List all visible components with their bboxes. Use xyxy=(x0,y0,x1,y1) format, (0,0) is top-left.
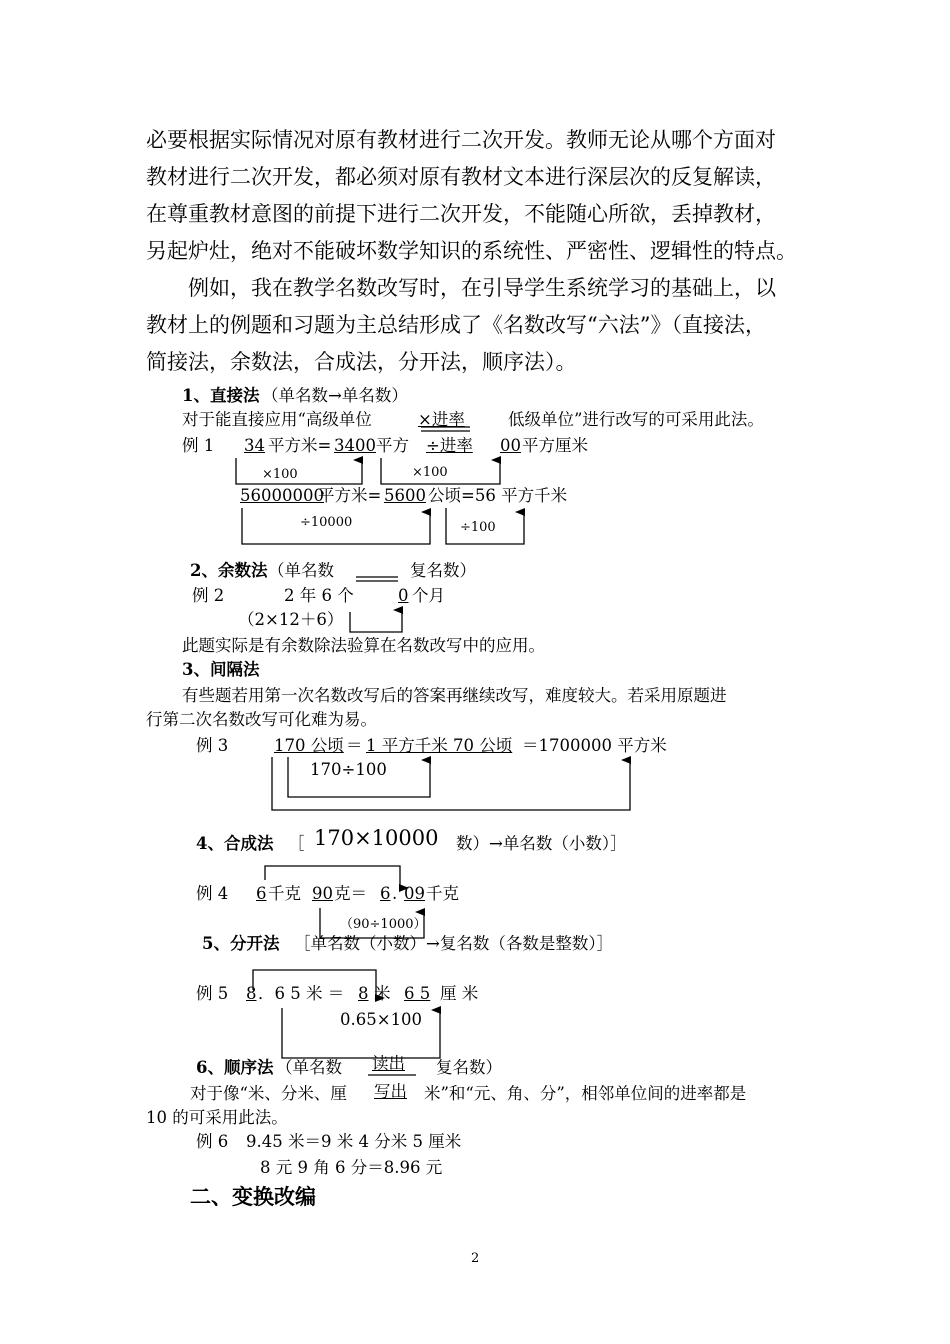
value: 00 xyxy=(500,436,521,455)
value: 6 5 xyxy=(404,984,431,1003)
calc-label: 170×10000 xyxy=(314,826,439,850)
value: 56000000 xyxy=(240,486,324,505)
unit-text: 平方 xyxy=(376,436,409,455)
section-note: （单名数→单名数） xyxy=(262,386,408,405)
calc-label: 0.65×100 xyxy=(340,1010,423,1029)
example-label: 例 5 xyxy=(196,984,229,1003)
section-title: 3、间隔法 xyxy=(182,660,260,679)
section-title: 2、余数法 xyxy=(190,561,268,580)
value: 8 xyxy=(358,984,369,1003)
section-desc: 有些题若用第一次名数改写后的答案再继续改写，难度较大。若采用原题进 xyxy=(182,686,727,705)
calc-label: ÷10000 xyxy=(300,515,353,530)
example-label: 例 4 xyxy=(196,884,229,903)
section-desc: 行第二次名数改写可化难为易。 xyxy=(146,710,377,729)
paragraph-line: 例如，我在教学名数改写时，在引导学生系统学习的基础上，以 xyxy=(188,276,776,300)
section-title: 4、合成法 xyxy=(196,834,274,853)
section-desc: 10 的可采用此法。 xyxy=(146,1108,288,1127)
unit-text: ＝ xyxy=(346,736,363,755)
section-note: 复名数） xyxy=(436,1058,502,1077)
write-label: 写出 xyxy=(374,1082,407,1101)
paragraph-line: 必要根据实际情况对原有教材进行二次开发。教师无论从哪个方面对 xyxy=(146,128,776,152)
read-label: 读出 xyxy=(372,1054,405,1073)
paragraph-line: 在尊重教材意图的前提下进行二次开发，不能随心所欲，丢掉教材， xyxy=(146,202,776,226)
unit-text: 个月 xyxy=(412,586,445,605)
unit-text: ＝1700000 平方米 xyxy=(522,736,667,755)
unit-text: 千克 xyxy=(426,884,459,903)
value: 6 xyxy=(256,884,267,903)
page-number: 2 xyxy=(471,1251,480,1266)
section-note: 复名数） xyxy=(410,561,476,580)
example-label: 例 1 xyxy=(182,436,215,455)
remark: 此题实际是有余数除法验算在名数改写中的应用。 xyxy=(182,636,545,655)
unit-text: ．6 5 米 ＝ xyxy=(258,984,345,1003)
example-label: 例 6 xyxy=(196,1132,229,1151)
calc-label: ×100 xyxy=(262,467,298,482)
multiply-rate-label: ×进率 xyxy=(418,410,465,429)
unit-text: 克＝ xyxy=(334,884,367,903)
paragraph-line: 教材进行二次开发，都必须对原有教材文本进行深层次的反复解读， xyxy=(146,165,776,189)
section-desc: 米”和“元、角、分”，相邻单位间的进率都是 xyxy=(424,1084,747,1103)
unit-text: 千克 xyxy=(268,884,301,903)
section-desc: 对于像“米、分米、厘 xyxy=(190,1084,347,1103)
decimal-point: . xyxy=(392,884,398,903)
section-title: 1、直接法 xyxy=(182,386,260,405)
section-desc: 对于能直接应用“高级单位 xyxy=(182,410,372,429)
example-text: 9.45 米＝9 米 4 分米 5 厘米 xyxy=(246,1132,462,1151)
calc-label: （2×12＋6） xyxy=(238,610,344,629)
unit-text: 平方米= xyxy=(268,436,332,455)
calc-label: （90÷1000） xyxy=(340,917,427,932)
example-text: 8 元 9 角 6 分＝8.96 元 xyxy=(260,1158,443,1177)
section-note: （单名数 xyxy=(268,561,334,580)
section-heading: 二、变换改编 xyxy=(190,1184,316,1209)
example-text: 2 年 6 个 xyxy=(284,586,354,605)
unit-text: 厘 米 xyxy=(440,984,479,1003)
divide-rate-label: ÷进率 xyxy=(426,436,473,455)
section-desc: 低级单位”进行改写的可采用此法。 xyxy=(508,410,764,429)
section-note: 数）→单名数（小数）］ xyxy=(456,834,627,853)
section-note: ［ xyxy=(288,834,305,853)
value: 8 xyxy=(246,984,257,1003)
value: 170 公顷 xyxy=(274,736,344,755)
calc-label: ×100 xyxy=(412,465,448,480)
section-title: 6、顺序法 xyxy=(196,1058,274,1077)
value: 34 xyxy=(244,436,265,455)
example-label: 例 2 xyxy=(192,586,225,605)
section-note: （单名数 xyxy=(276,1058,342,1077)
unit-text: 公顷=56 平方千米 xyxy=(428,486,568,505)
section-title: 5、分开法 xyxy=(202,934,280,953)
value: 09 xyxy=(404,884,425,903)
paragraph-line: 简接法，余数法，合成法，分开法，顺序法）。 xyxy=(146,350,577,374)
value: 0 xyxy=(398,586,409,605)
value: 3400 xyxy=(334,436,376,455)
paragraph-line: 另起炉灶，绝对不能破坏数学知识的系统性、严密性、逻辑性的特点。 xyxy=(146,239,797,263)
calc-label: ÷100 xyxy=(460,520,496,535)
unit-text: 平方米= xyxy=(318,486,382,505)
section-note: ［单名数（小数）→复名数（各数是整数）］ xyxy=(294,934,614,953)
unit-text: 平方厘米 xyxy=(522,436,588,455)
value: 6 xyxy=(380,884,391,903)
unit-text: 米 xyxy=(374,984,391,1003)
value: 1 平方千米 70 公顷 xyxy=(366,736,513,755)
calc-label: 170÷100 xyxy=(310,760,387,779)
example-label: 例 3 xyxy=(196,736,229,755)
value: 90 xyxy=(312,884,333,903)
value: 5600 xyxy=(384,486,426,505)
paragraph-line: 教材上的例题和习题为主总结形成了《名数改写“六法”》（直接法， xyxy=(146,313,766,337)
